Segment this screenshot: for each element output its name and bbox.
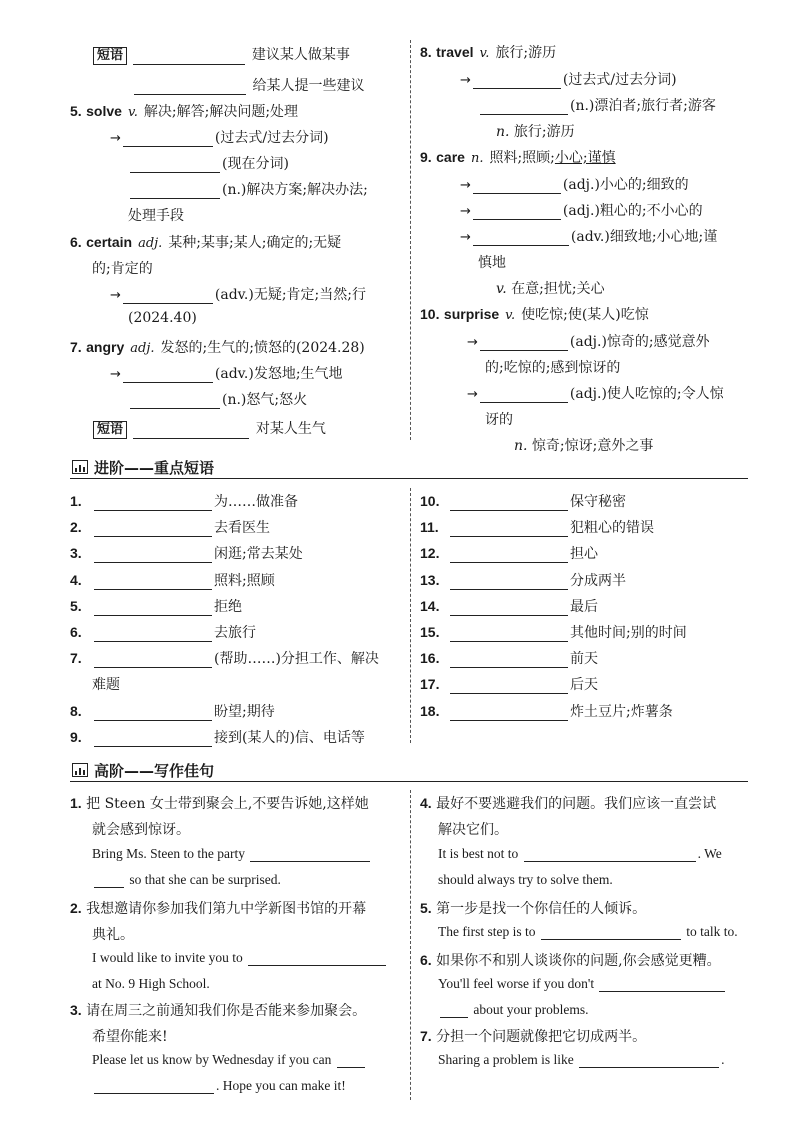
answer-blank[interactable] — [541, 925, 681, 940]
phrase-tag: 短语 — [93, 421, 127, 439]
phrase-item — [420, 517, 654, 537]
phrase-item — [70, 727, 365, 747]
entry-number: 6. — [420, 952, 432, 968]
derivative-hint: (n.)漂泊者;旅行者;游客 — [570, 98, 716, 114]
phrase-meaning: 最后 — [570, 598, 598, 615]
headword: travel — [436, 44, 474, 60]
part-of-speech: n. — [496, 124, 510, 140]
derivative-row — [128, 179, 368, 199]
english-line — [92, 872, 281, 888]
entry-number: 10. — [420, 493, 440, 509]
arrow-icon: → — [110, 367, 121, 382]
derivative-row — [128, 153, 289, 173]
word-entry-angry — [70, 337, 365, 357]
entry-number: 15. — [420, 624, 440, 640]
bar-chart-icon — [72, 763, 88, 777]
answer-blank[interactable] — [524, 847, 696, 862]
answer-blank[interactable] — [133, 50, 245, 65]
derivative-row — [478, 95, 716, 115]
definition: 惊奇;惊讶;意外之事 — [531, 438, 654, 454]
derivative-hint: (过去式/过去分词) — [562, 72, 677, 88]
phrase-item — [420, 622, 687, 642]
answer-blank[interactable] — [94, 653, 212, 668]
answer-blank[interactable] — [450, 706, 568, 721]
phrase-text: 对某人生气 — [255, 421, 326, 437]
answer-blank[interactable] — [450, 522, 568, 537]
derivative-row — [496, 121, 575, 141]
phrase-row — [93, 418, 326, 439]
answer-blank[interactable] — [473, 205, 561, 220]
chinese-prompt: 如果你不和别人谈谈你的问题,你会感觉更糟。 — [436, 953, 721, 969]
arrow-icon: → — [110, 288, 121, 303]
derivative-row-cont: 讶的 — [485, 412, 513, 428]
phrase-meaning: (帮助……)分担工作、解决 — [214, 651, 379, 668]
answer-blank[interactable] — [248, 951, 386, 966]
phrase-item — [420, 491, 626, 511]
sentence-6 — [420, 950, 721, 970]
english-text: You'll feel worse if you don't — [438, 976, 595, 991]
phrase-meaning: 照料;照顾 — [214, 572, 275, 589]
derivative-row-cont: 处理手段 — [128, 208, 184, 224]
entry-number: 8. — [70, 702, 82, 719]
entry-number: 14. — [420, 597, 440, 614]
answer-blank[interactable] — [450, 601, 568, 616]
answer-blank[interactable] — [123, 368, 213, 383]
entry-number: 12. — [420, 545, 440, 562]
phrase-meaning: 接到(某人的)信、电话等 — [214, 729, 365, 746]
chinese-prompt: 我想邀请你参加我们第九中学新图书馆的开幕 — [86, 901, 367, 917]
entry-number: 9. — [420, 149, 432, 165]
entry-number: 16. — [420, 650, 440, 667]
headword: angry — [86, 339, 125, 355]
answer-blank[interactable] — [94, 496, 212, 511]
answer-blank[interactable] — [94, 1079, 214, 1094]
answer-blank[interactable] — [134, 80, 246, 95]
definition: 解决;解答;解决问题;处理 — [143, 104, 299, 120]
derivative-row — [110, 363, 343, 383]
arrow-icon: → — [110, 131, 121, 146]
section-title-phrases — [72, 457, 214, 478]
phrase-meaning: 犯粗心的错误 — [570, 520, 654, 537]
phrase-meaning: 前天 — [570, 651, 598, 668]
phrase-meaning: 其他时间;别的时间 — [570, 625, 687, 641]
derivative-hint: (过去式/过去分词) — [214, 130, 329, 146]
column-divider — [410, 40, 411, 440]
definition: 发怒的;生气的;愤怒的(2024.28) — [160, 340, 365, 356]
entry-number: 1. — [70, 493, 82, 509]
column-divider — [410, 488, 411, 743]
phrase-meaning-cont: 难题 — [92, 677, 120, 694]
entry-number: 5. — [70, 103, 82, 119]
derivative-hint: (adv.)无疑;肯定;当然;行 — [214, 287, 366, 303]
answer-blank[interactable] — [123, 132, 213, 147]
sentence-1 — [70, 793, 369, 813]
english-line — [92, 976, 210, 992]
derivative-row-cont: 的;吃惊的;感到惊讶的 — [485, 360, 621, 376]
answer-blank[interactable] — [94, 732, 212, 747]
chinese-prompt: 把 Steen 女士带到聚会上,不要告诉她,这样她 — [86, 796, 369, 812]
answer-blank[interactable] — [94, 548, 212, 563]
english-line — [438, 1052, 724, 1068]
answer-blank[interactable] — [473, 179, 561, 194]
english-line — [92, 1078, 346, 1094]
english-text: . Hope you can make it! — [216, 1078, 346, 1093]
definition: 某种;某事;某人;确定的;无疑 — [168, 235, 342, 251]
word-entry-care — [420, 147, 616, 167]
phrase-meaning: 为……做准备 — [214, 494, 298, 510]
chinese-prompt-cont: 典礼。 — [92, 927, 134, 943]
sentence-3 — [70, 1000, 366, 1020]
answer-blank[interactable] — [450, 627, 568, 642]
answer-blank[interactable] — [94, 601, 212, 616]
section-title-text: 进阶——重点短语 — [94, 459, 215, 477]
definition: 旅行;游历 — [513, 124, 575, 140]
english-text: about your problems. — [473, 1002, 589, 1017]
answer-blank[interactable] — [473, 74, 561, 89]
phrase-item — [70, 596, 242, 616]
english-line — [438, 1002, 588, 1018]
chinese-prompt: 第一步是找一个你信任的人倾诉。 — [436, 901, 647, 917]
entry-number: 17. — [420, 676, 440, 693]
phrase-item — [420, 648, 598, 668]
phrase-item — [70, 543, 303, 563]
english-text: Please let us know by Wednesday if you can — [92, 1052, 332, 1067]
answer-blank[interactable] — [130, 158, 220, 173]
derivative-row — [514, 435, 653, 455]
answer-blank[interactable] — [450, 575, 568, 590]
entry-number: 18. — [420, 702, 440, 719]
headword: solve — [86, 103, 122, 119]
chinese-prompt-cont: 就会感到惊讶。 — [92, 822, 190, 838]
entry-number: 7. — [70, 339, 82, 355]
english-text: I would like to invite you to — [92, 950, 243, 965]
derivative-hint: (adj.)使人吃惊的;令人惊 — [569, 386, 724, 402]
english-text: . We — [697, 846, 722, 861]
phrase-item — [70, 491, 298, 511]
derivative-row — [467, 331, 710, 351]
answer-blank[interactable] — [450, 496, 568, 511]
derivative-row-cont: 慎地 — [478, 255, 506, 271]
part-of-speech: adj. — [138, 236, 163, 251]
answer-blank[interactable] — [599, 977, 725, 992]
english-line — [92, 950, 388, 966]
answer-blank[interactable] — [450, 679, 568, 694]
part-of-speech: v. — [505, 308, 516, 323]
derivative-row — [110, 284, 366, 304]
entry-number: 6. — [70, 624, 82, 640]
answer-blank[interactable] — [133, 424, 249, 439]
phrase-meaning: 去旅行 — [214, 625, 256, 641]
arrow-icon: → — [460, 178, 471, 193]
entry-number: 5. — [420, 900, 432, 916]
derivative-row — [460, 226, 717, 246]
derivative-row — [110, 127, 329, 147]
part-of-speech: adj. — [130, 341, 155, 356]
derivative-hint: (adj.)惊奇的;感觉意外 — [569, 334, 710, 350]
phrase-item — [420, 674, 598, 694]
entry-number: 9. — [70, 728, 82, 745]
chinese-prompt: 请在周三之前通知我们你是否能来参加聚会。 — [86, 1003, 367, 1019]
answer-blank[interactable] — [94, 873, 124, 888]
phrase-meaning: 保守秘密 — [570, 494, 626, 510]
arrow-icon: → — [467, 335, 478, 350]
word-entry-travel — [420, 42, 556, 62]
phrase-item — [70, 622, 256, 642]
english-text: should always try to solve them. — [438, 872, 613, 887]
answer-blank[interactable] — [480, 388, 568, 403]
phrase-row-2 — [132, 75, 364, 95]
entry-number: 5. — [70, 597, 82, 614]
english-text: at No. 9 High School. — [92, 976, 210, 991]
definition: 使吃惊;使(某人)吃惊 — [521, 307, 649, 323]
derivative-row-cont: (2024.40) — [128, 310, 197, 326]
headword: surprise — [443, 306, 500, 322]
chinese-prompt-cont: 希望你能来! — [92, 1029, 168, 1045]
entry-number: 7. — [420, 1028, 432, 1044]
phrase-meaning: 分成两半 — [570, 572, 626, 589]
entry-number: 2. — [70, 900, 82, 916]
column-divider — [410, 790, 411, 1100]
definition: 旅行;游历 — [495, 45, 557, 61]
section-rule — [70, 478, 748, 479]
sentence-7 — [420, 1026, 646, 1046]
phrase-text: 建议某人做某事 — [251, 47, 350, 63]
english-text: Sharing a problem is like — [438, 1052, 574, 1067]
phrase-item — [70, 701, 275, 721]
part-of-speech: n. — [514, 438, 528, 454]
derivative-hint: (现在分词) — [222, 156, 289, 172]
english-line — [438, 976, 727, 992]
english-line — [92, 1052, 367, 1068]
sentence-4 — [420, 793, 716, 813]
part-of-speech: n. — [470, 151, 484, 166]
definition: 照料;照顾; — [489, 150, 555, 166]
derivative-hint: (n.)怒气;怒火 — [222, 392, 308, 408]
sentence-2 — [70, 898, 366, 918]
chinese-prompt-cont: 解决它们。 — [438, 822, 508, 838]
phrase-meaning: 盼望;期待 — [214, 703, 275, 720]
arrow-icon: → — [460, 230, 471, 245]
part-of-speech: v. — [479, 46, 490, 61]
phrase-text: 给某人提一些建议 — [252, 78, 365, 94]
word-entry-certain — [70, 232, 341, 252]
answer-blank[interactable] — [94, 706, 212, 721]
phrase-item — [70, 517, 270, 537]
entry-number: 3. — [70, 545, 82, 562]
english-line — [438, 846, 722, 862]
phrase-meaning: 炸土豆片;炸薯条 — [570, 703, 673, 720]
entry-number: 10. — [420, 306, 440, 322]
section-title-text: 高阶——写作佳句 — [94, 762, 215, 780]
entry-number: 13. — [420, 571, 440, 588]
english-line — [92, 846, 372, 862]
derivative-row — [460, 200, 703, 220]
english-text: Bring Ms. Steen to the party — [92, 846, 245, 861]
phrase-item — [420, 543, 598, 563]
entry-number: 2. — [70, 519, 82, 536]
phrase-meaning: 拒绝 — [214, 598, 242, 615]
answer-blank[interactable] — [579, 1053, 719, 1068]
answer-blank[interactable] — [130, 184, 220, 199]
english-text: so that she can be surprised. — [129, 872, 281, 887]
arrow-icon: → — [460, 204, 471, 219]
derivative-row — [460, 69, 677, 89]
derivative-hint: (adj.)小心的;细致的 — [562, 177, 689, 193]
definition: 在意;担忧;关心 — [511, 281, 605, 297]
headword: certain — [86, 234, 133, 250]
answer-blank[interactable] — [123, 289, 213, 304]
word-entry-solve — [70, 101, 298, 121]
entry-number: 6. — [70, 234, 82, 250]
derivative-hint: (adv.)细致地;小心地;谨 — [570, 229, 718, 245]
english-line — [438, 924, 738, 940]
answer-blank[interactable] — [480, 100, 568, 115]
entry-number: 4. — [70, 571, 82, 588]
english-text: . — [721, 1052, 725, 1067]
definition-cont: 的;肯定的 — [92, 261, 153, 277]
bar-chart-icon — [72, 460, 88, 474]
answer-blank[interactable] — [94, 575, 212, 590]
word-entry-surprise — [420, 304, 649, 324]
derivative-hint: (n.)解决方案;解决办法; — [222, 182, 368, 198]
section-title-sentences — [72, 760, 214, 781]
phrase-meaning: 后天 — [570, 677, 598, 694]
phrase-item — [70, 648, 379, 668]
english-text: to talk to. — [686, 924, 738, 939]
english-line — [438, 872, 613, 888]
entry-number: 7. — [70, 650, 82, 667]
english-text: The first step is to — [438, 924, 536, 939]
derivative-hint: (adj.)粗心的;不小心的 — [562, 203, 703, 219]
phrase-item — [420, 570, 626, 590]
answer-blank[interactable] — [440, 1003, 468, 1018]
part-of-speech: v. — [496, 281, 507, 297]
entry-number: 3. — [70, 1002, 82, 1018]
answer-blank[interactable] — [250, 847, 370, 862]
answer-blank[interactable] — [337, 1053, 365, 1068]
answer-blank[interactable] — [480, 336, 568, 351]
chinese-prompt: 分担一个问题就像把它切成两半。 — [436, 1029, 647, 1045]
answer-blank[interactable] — [130, 394, 220, 409]
phrase-row-1 — [93, 44, 350, 65]
answer-blank[interactable] — [450, 548, 568, 563]
entry-number: 8. — [420, 44, 432, 60]
english-text: It is best not to — [438, 846, 519, 861]
derivative-row — [460, 174, 689, 194]
arrow-icon: → — [467, 387, 478, 402]
phrase-meaning: 去看医生 — [214, 520, 270, 537]
answer-blank[interactable] — [473, 231, 569, 246]
section-rule — [70, 781, 748, 782]
derivative-row — [496, 278, 605, 298]
phrase-tag: 短语 — [93, 47, 127, 65]
derivative-row — [128, 389, 307, 409]
derivative-row — [467, 383, 724, 403]
answer-blank[interactable] — [94, 522, 212, 537]
sentence-5 — [420, 898, 646, 918]
phrase-item — [420, 701, 673, 721]
answer-blank[interactable] — [450, 653, 568, 668]
answer-blank[interactable] — [94, 627, 212, 642]
entry-number: 1. — [70, 795, 82, 811]
definition-underlined: 小心;谨慎 — [554, 150, 616, 166]
phrase-item — [70, 570, 275, 590]
entry-number: 11. — [420, 519, 439, 536]
chinese-prompt: 最好不要逃避我们的问题。我们应该一直尝试 — [436, 796, 717, 812]
headword: care — [436, 149, 465, 165]
phrase-meaning: 担心 — [570, 546, 598, 563]
entry-number: 4. — [420, 795, 432, 811]
part-of-speech: v. — [127, 105, 138, 120]
phrase-item — [420, 596, 598, 616]
arrow-icon: → — [460, 73, 471, 88]
derivative-hint: (adv.)发怒地;生气地 — [214, 366, 343, 382]
phrase-meaning: 闲逛;常去某处 — [214, 546, 303, 563]
